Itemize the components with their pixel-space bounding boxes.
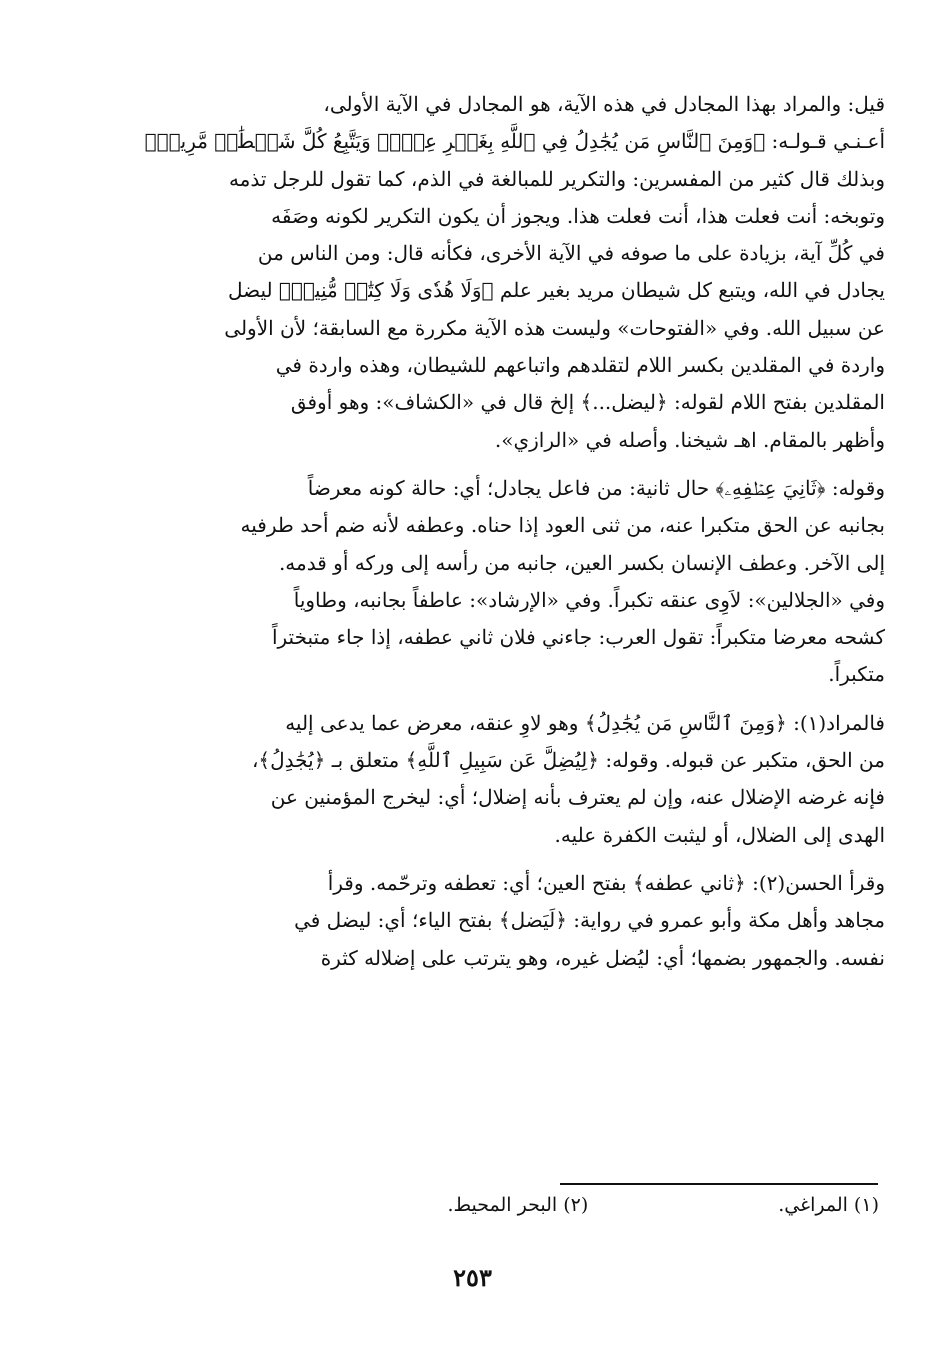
footnote-1: (١) المراغي. xyxy=(778,1194,879,1216)
paragraph-4 xyxy=(104,865,885,977)
text-line: قيل: والمراد بهذا المجادل في هذه الآية، هو المجادل في الآية الأولى، xyxy=(323,92,885,116)
text-line: وقوله: ﴿ثَانِيَ عِطۡفِهِۦ﴾ حال ثانية: من فاعل يجادل؛ أي: حالة كونه معرضاً xyxy=(307,475,885,500)
text-line: مجاهد وأهل مكة وأبو عمرو في رواية: ﴿لَيَضل﴾ بفتح الياء؛ أي: ليضل في xyxy=(294,908,885,933)
text-line: إلى الآخر. وعطف الإنسان بكسر العين، جانبه من رأسه إلى وركه أو قدمه. xyxy=(278,550,885,575)
footnote-2: (٢) البحر المحيط. xyxy=(447,1194,589,1216)
text-line: بجانبه عن الحق متكبرا عنه، من ثنى العود إذا حناه. وعطفه لأنه ضم أحد طرفيه xyxy=(240,513,885,538)
text-line: من الحق، متكبر عن قبوله. وقوله: ﴿لِيُضِلَّ عَن سَبِيلِ ٱللَّهِ﴾ متعلق بـ ﴿يُجَٰدِلُ﴾، xyxy=(251,748,885,773)
paragraph-gap xyxy=(104,459,885,470)
paragraph-2 xyxy=(104,470,885,694)
text-line: وقرأ الحسن(٢): ﴿ثاني عطفه﴾ بفتح العين؛ أي: تعطفه وترحّمه. وقرأ xyxy=(327,870,885,895)
text-line: وأظهر بالمقام. اهـ شيخنا. وأصله في «الرازي». xyxy=(494,427,885,452)
footnotes xyxy=(104,1194,879,1216)
footnote-row xyxy=(447,1194,879,1216)
paragraph-gap xyxy=(104,694,885,705)
paragraph-gap xyxy=(104,854,885,865)
text-line: كشحه معرضا متكبراً: تقول العرب: جاءني فلان ثاني عطفه، إذا جاء متبختراً xyxy=(271,625,885,650)
text-line: وتوبخه: أنت فعلت هذا، أنت فعلت هذا. ويجوز أن يكون التكرير لكونه وصَفَه xyxy=(271,203,885,228)
text-line: في كُلِّ آية، بزيادة على ما صوفه في الآية الأخرى، فكأنه قال: ومن الناس من xyxy=(257,241,885,266)
paragraph-3 xyxy=(104,705,885,854)
text-line: يجادل في الله، ويتبع كل شيطان مريد بغير علم ﴿وَلَا هُدٗى وَلَا كِتَٰبٖ مُّنِيرٖ﴾ ليضل xyxy=(227,278,885,303)
footnote-divider xyxy=(560,1183,878,1185)
text-line: الهدى إلى الضلال، أو ليثبت الكفرة عليه. xyxy=(554,822,885,847)
text-line: نفسه. والجمهور بضمها؛ أي: ليُضل غيره، وهو يترتب على إضلاله كثرة xyxy=(320,945,885,970)
text-line: فالمراد(١): ﴿وَمِنَ ٱلنَّاسِ مَن يُجَٰدِلُ﴾ وهو لاوِ عنقه، معرض عما يدعى إليه xyxy=(285,710,885,735)
paragraph-1 xyxy=(104,86,885,459)
text-line: وبذلك قال كثير من المفسرين: والتكرير للمبالغة في الذم، كما تقول للرجل تذمه xyxy=(228,166,885,191)
text-line: أعـنـي قـولـه: ﴿وَمِنَ ٱلنَّاسِ مَن يُجَٰدِلُ فِي ٱللَّهِ بِغَيۡرِ عِلۡمٖ وَيَتَّبِعُ كُلَّ شَيۡطَٰنٖ مَّرِيدٖ﴾ xyxy=(144,129,885,154)
page-number: ٢٥٣ xyxy=(453,1263,492,1292)
text-line: عن سبيل الله. وفي «الفتوحات» وليست هذه الآية مكررة مع السابقة؛ لأن الأولى xyxy=(224,315,885,340)
text-line: متكبراً. xyxy=(828,662,885,687)
text-line: فإنه غرضه الإضلال عنه، وإن لم يعترف بأنه إضلال؛ أي: ليخرج المؤمنين عن xyxy=(270,785,885,810)
main-text xyxy=(104,86,885,977)
text-line: واردة في المقلدين بكسر اللام لتقلدهم واتباعهم للشيطان، وهذه واردة في xyxy=(275,353,885,378)
text-line: وفي «الجلالين»: لاَوِى عنقه تكبراً. وفي «الإرشاد»: عاطفاً بجانبه، وطاوياً xyxy=(293,587,885,612)
text-line: المقلدين بفتح اللام لقوله: ﴿ليضل...﴾ إلخ قال في «الكشاف»: وهو أوفق xyxy=(290,390,885,415)
